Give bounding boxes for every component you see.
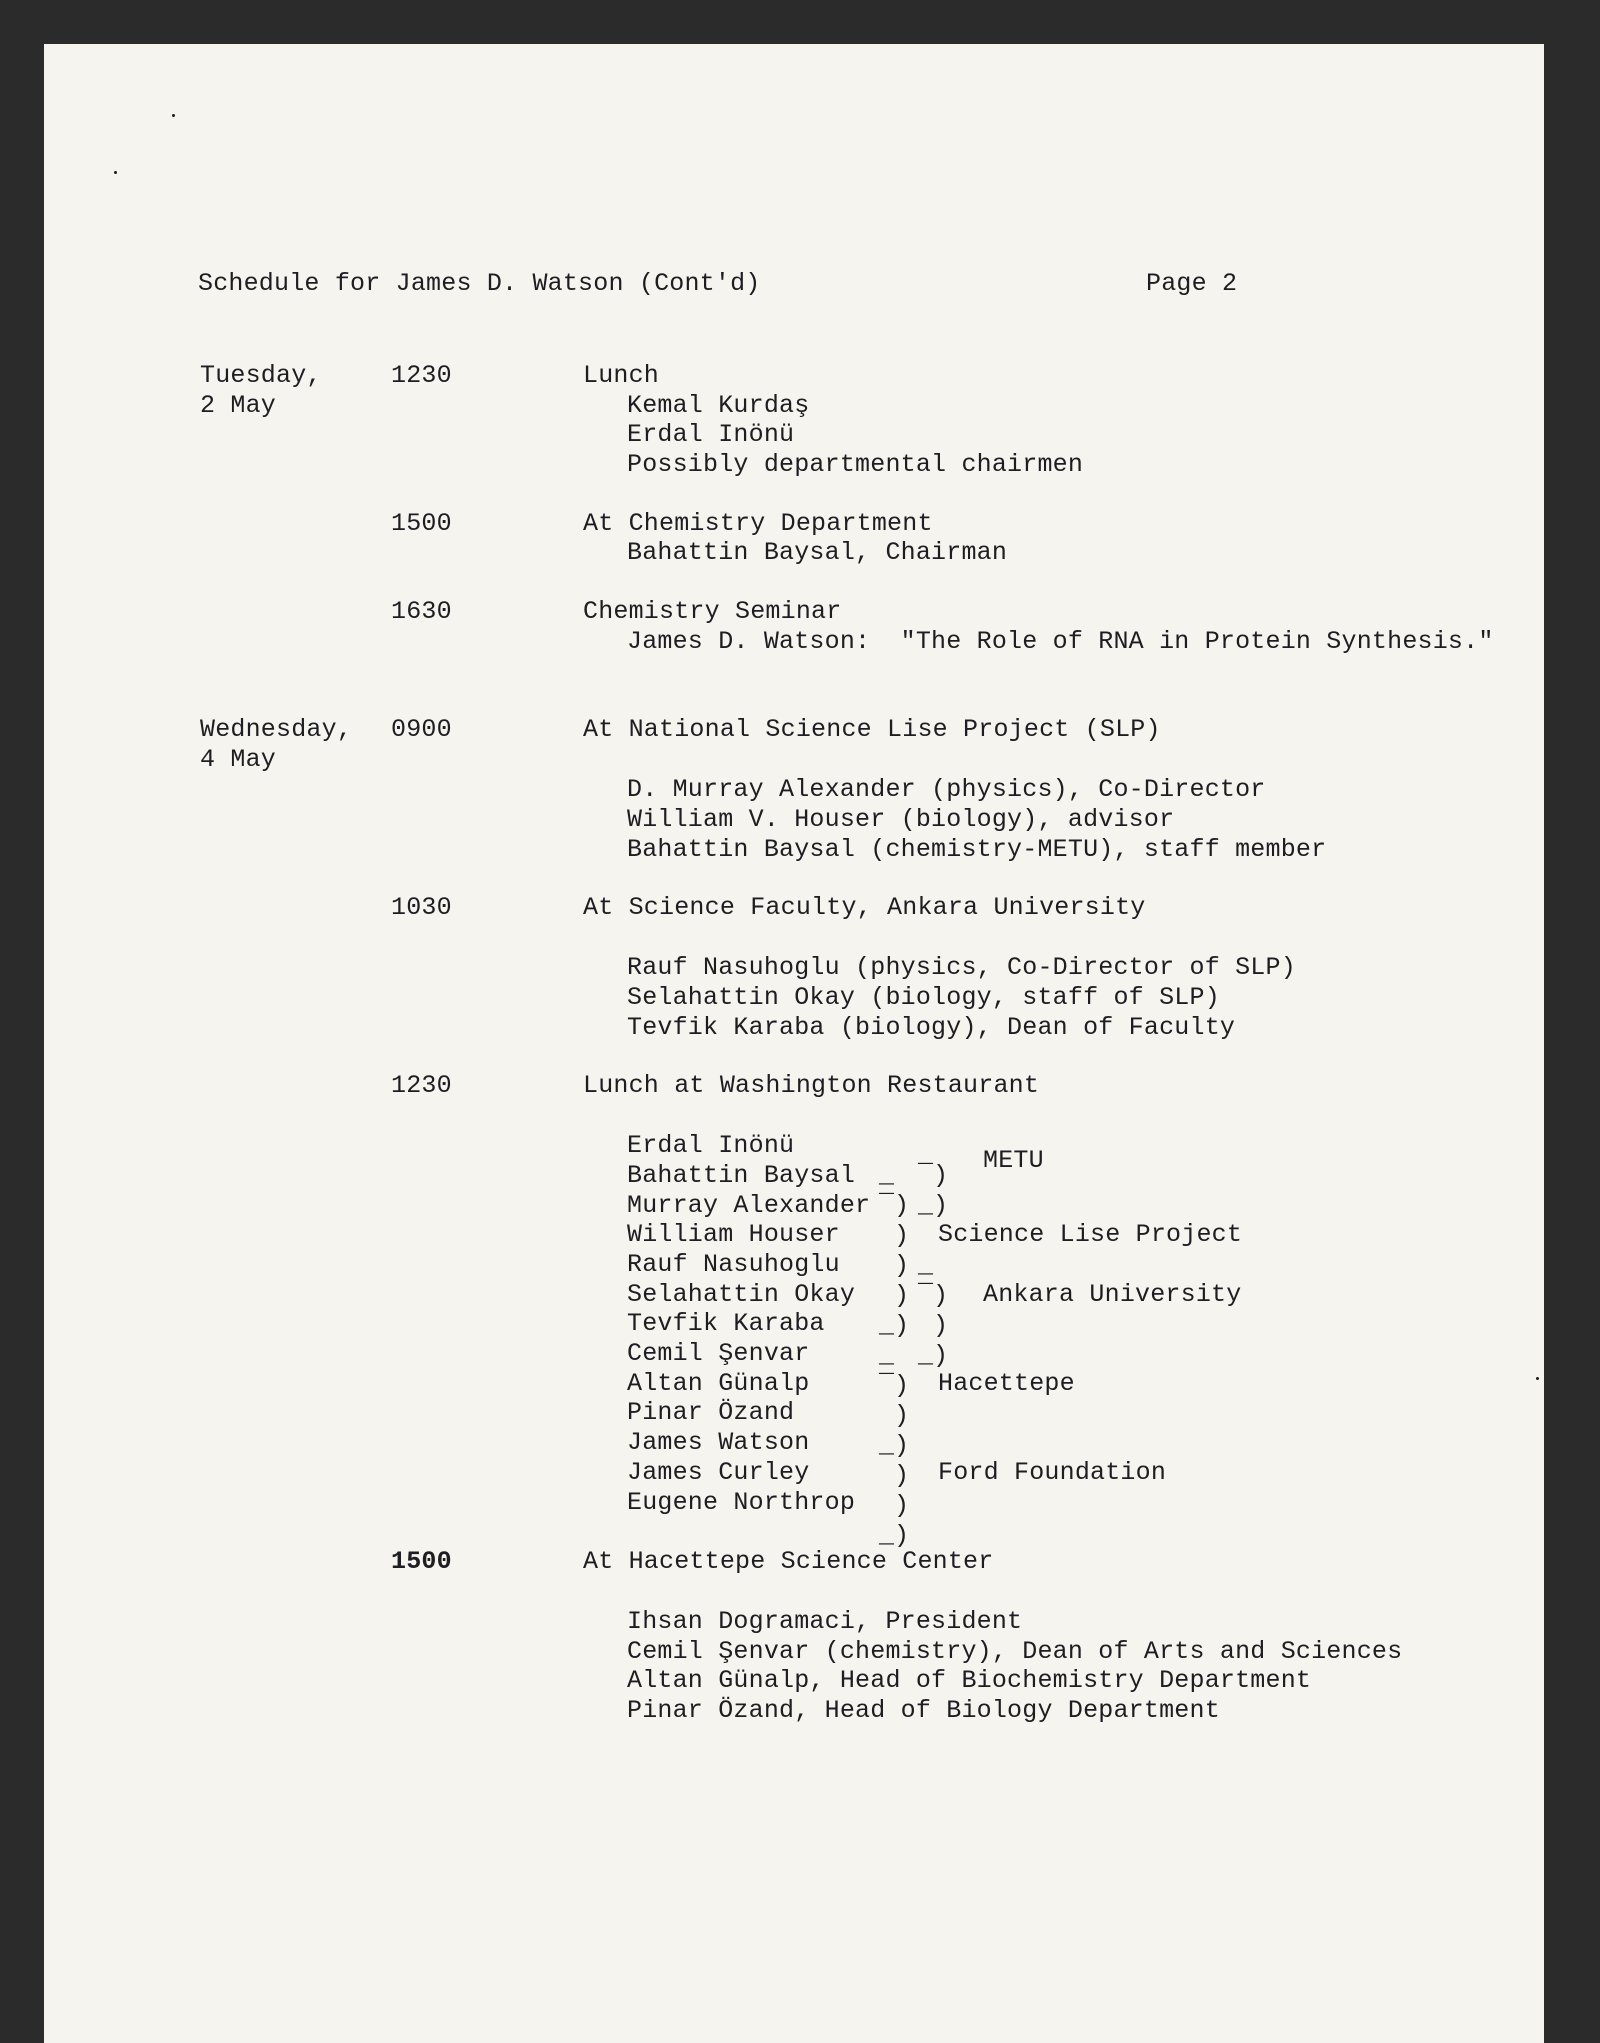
event-line: Possibly departmental chairmen <box>627 450 1084 479</box>
attendee-name: William Houser <box>627 1220 840 1249</box>
day-date: 2 May <box>200 391 277 420</box>
event-line: D. Murray Alexander (physics), Co-Director <box>627 775 1266 804</box>
event-heading: Lunch <box>583 361 660 390</box>
event-line: Bahattin Baysal, Chairman <box>627 538 1008 567</box>
attendee-name: James Curley <box>627 1458 810 1487</box>
bracket-column-right: ‾) _) _ ‾) ) _) <box>918 1161 949 1370</box>
event-heading: Lunch at Washington Restaurant <box>583 1071 1040 1100</box>
event-line: Ihsan Dogramaci, President <box>627 1607 1023 1636</box>
event-line: Cemil Şenvar (chemistry), Dean of Arts and Sciences <box>627 1637 1403 1666</box>
attendee-name: James Watson <box>627 1428 810 1457</box>
event-time: 1500 <box>391 509 452 538</box>
event-line: Pinar Özand, Head of Biology Department <box>627 1696 1220 1725</box>
attendee-name: Erdal Inönü <box>627 1131 795 1160</box>
event-line: William V. Houser (biology), advisor <box>627 805 1175 834</box>
document-page <box>44 44 1544 2043</box>
event-heading: At Science Faculty, Ankara University <box>583 893 1146 922</box>
bracket-column-left: _ ‾) ) ) ) _) _ ‾) ) _) ) ) _) <box>879 1161 910 1550</box>
event-heading: Chemistry Seminar <box>583 597 842 626</box>
day-label: Wednesday, <box>200 715 353 744</box>
event-time: 1230 <box>391 361 452 390</box>
group-label: Ford Foundation <box>938 1458 1167 1487</box>
day-date: 4 May <box>200 745 277 774</box>
event-line: James D. Watson: "The Role of RNA in Protein Synthesis." <box>627 627 1494 656</box>
group-label: Hacettepe <box>938 1369 1075 1398</box>
attendee-name: Tevfik Karaba <box>627 1309 825 1338</box>
attendee-name: Rauf Nasuhoglu <box>627 1250 840 1279</box>
event-line: Rauf Nasuhoglu (physics, Co-Director of SLP) <box>627 953 1296 982</box>
event-line: Bahattin Baysal (chemistry-METU), staff member <box>627 835 1327 864</box>
group-label: Ankara University <box>983 1280 1242 1309</box>
event-time: 0900 <box>391 715 452 744</box>
attendee-name: Altan Günalp <box>627 1369 810 1398</box>
event-time: 1500 <box>391 1547 452 1576</box>
group-label: Science Lise Project <box>938 1220 1243 1249</box>
event-time: 1630 <box>391 597 452 626</box>
event-line: Selahattin Okay (biology, staff of SLP) <box>627 983 1220 1012</box>
group-label: METU <box>983 1146 1044 1175</box>
event-line: Tevfik Karaba (biology), Dean of Faculty <box>627 1013 1236 1042</box>
attendee-name: Eugene Northrop <box>627 1488 856 1517</box>
event-line: Kemal Kurdaş <box>627 391 810 420</box>
event-heading: At Chemistry Department <box>583 509 933 538</box>
event-heading: At National Science Lise Project (SLP) <box>583 715 1161 744</box>
page-number: Page 2 <box>1146 269 1238 298</box>
event-line: Erdal Inönü <box>627 420 795 449</box>
event-heading: At Hacettepe Science Center <box>583 1547 994 1576</box>
attendee-name: Cemil Şenvar <box>627 1339 810 1368</box>
event-time: 1230 <box>391 1071 452 1100</box>
event-line: Altan Günalp, Head of Biochemistry Department <box>627 1666 1312 1695</box>
paper-speck <box>1536 1377 1539 1380</box>
day-label: Tuesday, <box>200 361 322 390</box>
paper-speck <box>114 171 117 174</box>
event-time: 1030 <box>391 893 452 922</box>
attendee-name: Bahattin Baysal <box>627 1161 856 1190</box>
paper-speck <box>172 114 175 117</box>
attendee-name: Murray Alexander <box>627 1191 871 1220</box>
attendee-name: Pinar Özand <box>627 1398 795 1427</box>
document-title: Schedule for James D. Watson (Cont'd) <box>198 269 761 298</box>
attendee-name: Selahattin Okay <box>627 1280 856 1309</box>
